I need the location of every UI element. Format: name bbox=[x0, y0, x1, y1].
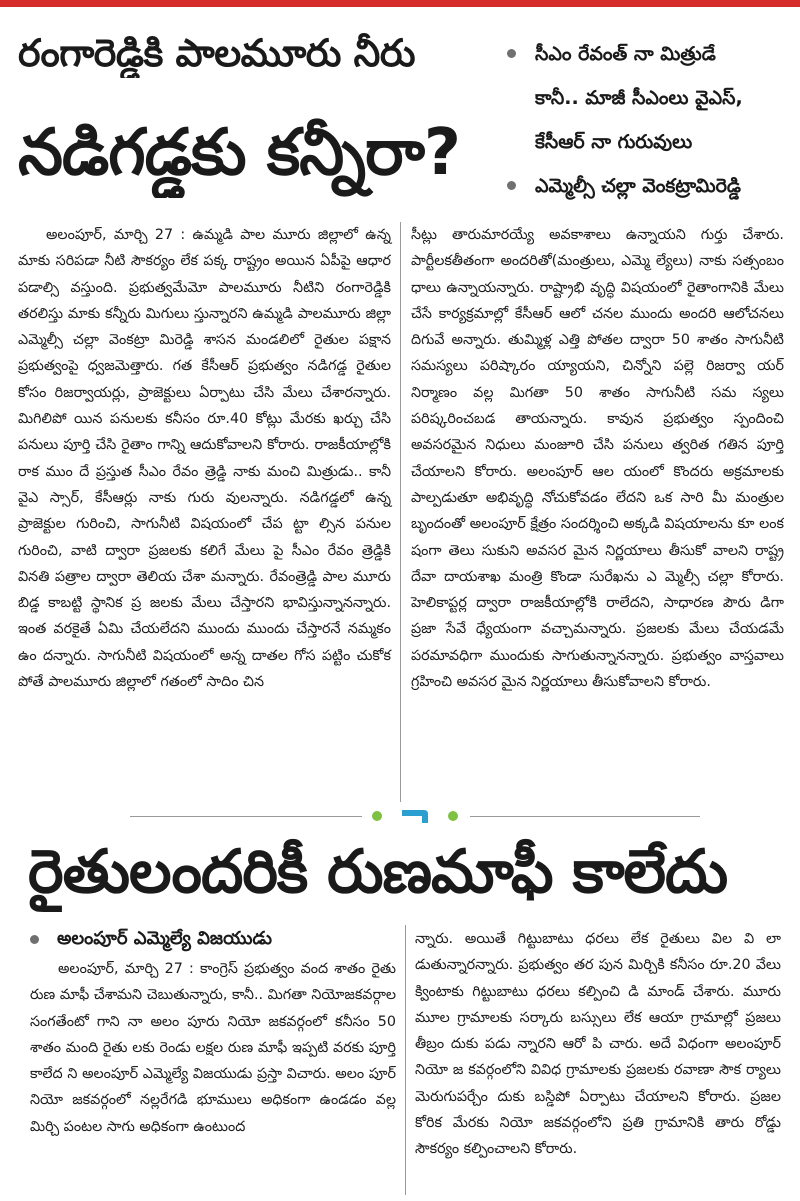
publication-logo-icon bbox=[398, 807, 432, 825]
top-red-rule bbox=[0, 0, 800, 7]
article2-column-right: న్నారు. అయితే గిట్టుబాటు ధరలు లేక రైతులు విల వి లా డుతున్నారన్నారు. ప్రభుత్వం తర పున మిర్చికి కనీసం రూ.20 వేలు క్వింటాకు గిట్టుబాటు ధరలు కల్పించి డి మాండ్ చేశారు. మూరు మూల గ్రామాలకు సర్కారు బస్సులు లేక ఆయా గ్రామాల్లో ప్రజలు తీబ్రం దుకు పడు న్నారని ఆరో పి చారు. అదే విధంగా అలంపూర్ నియో జ కవర్గంలోని వివిధ గ్రామాలకు ప్రజలకు రవాణా సౌక ర్యాలు మెరుగుపర్చేం దుకు బస్డిపో ఏర్పాటు చేయాలని కోరారు. ప్రజల కోరిక మేరకు నియో జకవర్గంలోని ప్రతి గ్రామానికి తారు రోడ్డు సౌకర్యం కల్పించాలని కోరారు. bbox=[415, 931, 781, 1158]
article1-highlights bbox=[505, 32, 795, 208]
article1-column-right: సీట్లు తారుమారయ్యే అవకాశాలు ఉన్నాయని గుర్తు చేశారు. పార్టీలకతీతంగా అందరితో(మంత్రులు, ఎమ్మె ల్యేలు) నాకు సత్సంబం ధాలు ఉన్నాయన్నారు. రాష్ట్రాభి వృద్ధి విషయంలో రైతాంగానికి మేలు చేసే కార్యక్రమాల్లో కేసీఆర్ ఆలో చనల ముందు అందరి ఆలోచనలు దిగువే అన్నారు. తుమ్మిళ్ల ఎత్తి పోతల ద్వారా 50 శాతం సాగునీటి సమస్యలు పరిష్కారం య్యాయని, చిన్నోని పల్లె రిజర్వా యర్ నిర్మాణం వల్ల మిగతా 50 శాతం సాగునీటి సమ స్యలు పరిష్కరించబడ తాయన్నారు. కావున ప్రభుత్వం స్పందించి అవసరమైన నిధులు మంజూరి చేసి పనులు త్వరిత గతిన పూర్తి చేయాలని కోరారు. అలంపూర్ ఆల యంలో కొందరు అక్రమాలకు పాల్పడుతూ అభివృద్ధి నోచుకోవడం లేదని ఒక సారి మీ మంత్రుల బృందంతో అలంపూర్ క్షేత్రం సందర్శించి అక్కడి విషయాలను కూ లంక షంగా తెలు సుకుని అవసర మైన నిర్ణయాలు తీసుకో వాలని రాష్ట్ర దేవా దాయశాఖ మంత్రి కొండా సురేఖను ఎ మ్మెల్సీ చల్లా కోరారు. హెలికాప్టర్ల ద్వారా రాజకీయాల్లోకి రాలేదని, సాధారణ పౌరు డిగా ప్రజా సేవే ధ్యేయంగా వచ్చామన్నారు. ప్రజలకు మేలు చేయడమే పరమావధిగా ముందుకు సాగుతున్నానన్నారు. ప్రభుత్వం వాస్తవాలు గ్రహించి అవసర మైన నిర్ణయాలు తీసుకోవాలని కోరారు. bbox=[410, 227, 784, 691]
bullet-icon bbox=[507, 49, 516, 58]
article1-kicker: రంగారెడ్డికి పాలమూరు నీరు bbox=[18, 31, 415, 75]
article-separator bbox=[130, 806, 700, 826]
article2-column-left: అలంపూర్, మార్చి 27 : కాంగ్రెస్ ప్రభుత్వం వంద శాతం రైతు రుణ మాఫీ చేశామని చెబుతున్నారు, కానీ.. మిగతా నియోజకవర్గాల సంగతేంటో గాని నా అలం పూరు నియో జకవర్గంలో కనీసం 50 శాతం మంది రైతు లకు రెండు లక్షల రుణ మాఫీ ఇప్పటి వరకు పూర్తి కాలేద ని అలంపూర్ ఎమ్మెల్యే విజయుడు ప్రస్తా విచారు. అలం పూర్ నియో జకవర్గంలో నల్లరేగడి భూములు అధికంగా ఉండడం వల్ల మిర్చి పంటల సాగు అధికంగా ఉంటుంద bbox=[30, 961, 396, 1135]
bullet-icon bbox=[30, 935, 39, 944]
separator-dot-icon bbox=[448, 811, 458, 821]
highlight-item: కానీ.. మాజీ సీఎంలు వైఎస్, bbox=[535, 87, 743, 109]
article1-column-left: అలంపూర్, మార్చి 27 : ఉమ్మడి పాల మూరు జిల్లాలో ఉన్న మాకు సరిపడా నీటి సౌకర్యం లేక పక్క రాష్ట్రం అయిన ఏపీపై ఆధార పడాల్సి వస్తుంది. ప్రభుత్వమేమో పాలమూరు నీటిని రంగారెడ్డికి తరలిస్తు మాకు కన్నీరు మిగులు స్తున్నారని ఉమ్మడి పాలమూరు జిల్లా ఎమ్మెల్సీ చల్లా వెంకట్రా మిరెడ్డి శాసన మండలిలో రైతుల పక్షాన ప్రభుత్వంపై ధ్వజమెత్తారు. గత కేసీఆర్ ప్రభుత్వం నడిగడ్డ రైతుల కోసం రిజర్వాయర్లు, ప్రాజెక్టులు ఏర్పాటు చేసి మేలు చేశారన్నారు. మిగిలిపో యిన పనులకు కనీసం రూ.40 కోట్లు మేరకు ఖర్చు చేసి పనులు పూర్తి చేసి రైతాం గాన్ని ఆదుకోవాలని కోరారు. రాజకీయాల్లోకి రాక ముం దే ప్రస్తుత సీఎం రేవం త్రెడ్డి నాకు మంచి మిత్రుడు.. కానీ వైఎ స్సార్, కేసీఆర్లు నాకు గురు వులన్నారు. నడిగడ్డలో ఉన్న ప్రాజెక్టుల గురించి, సాగునీటి విషయంలో చేప ట్టా ల్సిన పనుల గురించి, వాటి ద్వారా ప్రజలకు కలిగే మేలు పై సీఎం రేవం త్రెడ్డికి వినతి పత్రాల ద్వారా తెలియ చేశా మన్నారు. రేవంత్రెడ్డి పాల మూరు బిడ్డ కాబట్టి స్థానిక ప్ర జలకు మేలు చేస్తారని భావిస్తున్నానన్నారు. ఇంత వరకైతే ఏమి చేయలేదని ముందు ముందు చేస్తారనే నమ్మకం ఉం దన్నారు. సాగునీటి విషయంలో అన్న దాతల గోస పట్టిం చుకోక పోతే పాలమూరు జిల్లాలో గతంలో సాదిం చిన bbox=[18, 227, 391, 691]
highlight-item: కేసీఆర్ నా గురువులు bbox=[535, 131, 693, 153]
column-divider bbox=[405, 925, 406, 1195]
highlight-item: సీఎం రేవంత్ నా మిత్రుడే bbox=[505, 32, 795, 76]
article2-byline: అలంపూర్ ఎమ్మెల్యే విజయుడు bbox=[30, 924, 390, 954]
bullet-icon bbox=[507, 181, 516, 190]
article1-headline: నడిగడ్డకు కన్నీరా? bbox=[18, 116, 461, 190]
article1-header bbox=[0, 10, 800, 210]
article1-body bbox=[18, 222, 784, 802]
article2-headline: రైతులందరికీ రుణమాఫీ కాలేదు bbox=[28, 837, 728, 907]
separator-dot-icon bbox=[372, 811, 382, 821]
highlight-item: ఎమ్మెల్సీ చల్లా వెంకట్రామిరెడ్డి bbox=[505, 164, 795, 208]
